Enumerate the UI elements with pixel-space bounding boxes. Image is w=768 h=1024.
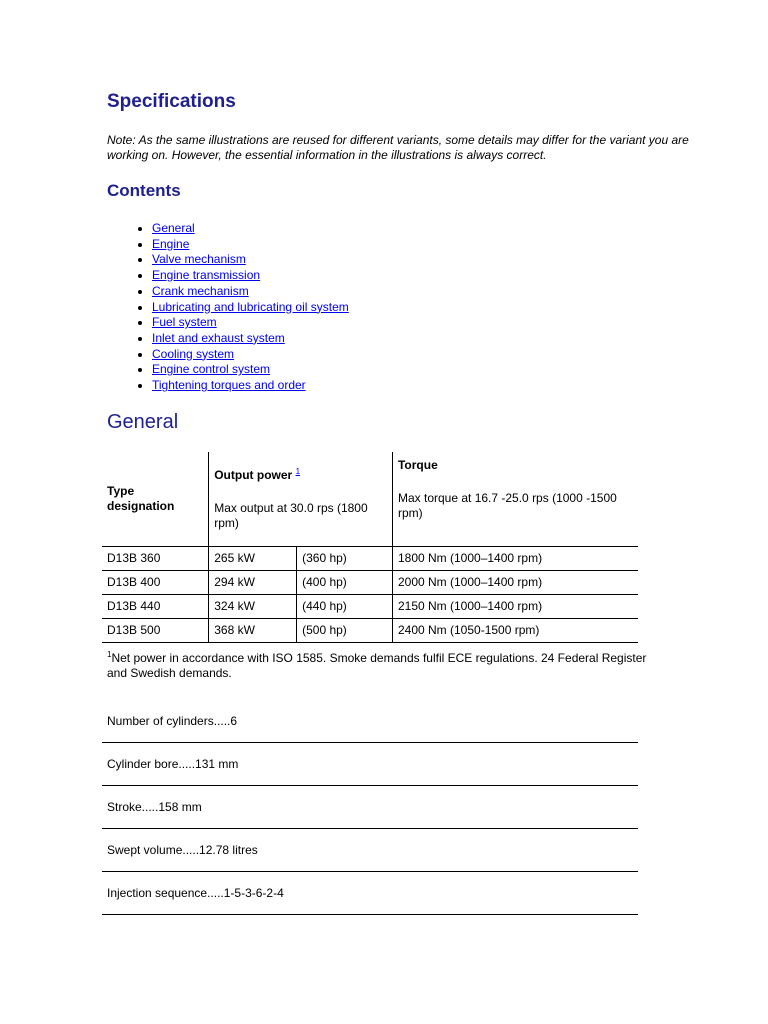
toc-link-engine[interactable]: Engine	[152, 236, 190, 251]
header-type: Type designation	[107, 484, 175, 513]
list-item	[152, 362, 349, 378]
list-item	[152, 378, 349, 394]
toc-link-tightening-torques[interactable]: Tightening torques and order	[152, 378, 306, 393]
note-text: Note: As the same illustrations are reused for different variants, some details may differ for the variant you are working on. However, the essential information in the illustrations is always correct.	[107, 133, 689, 162]
cell-hp: (440 hp)	[297, 595, 393, 619]
footnote-ref-link[interactable]: 1	[295, 467, 301, 476]
spec-stroke: Stroke.....158 mm	[102, 786, 638, 829]
list-item	[152, 252, 349, 268]
toc-link-fuel-system[interactable]: Fuel system	[152, 315, 217, 330]
contents-list	[134, 221, 349, 394]
list-item	[152, 221, 349, 237]
cell-torque: 2400 Nm (1050-1500 rpm)	[392, 619, 638, 643]
cell-hp: (400 hp)	[297, 571, 393, 595]
toc-link-engine-control[interactable]: Engine control system	[152, 362, 271, 377]
cell-torque: 2150 Nm (1000–1400 rpm)	[392, 595, 638, 619]
cell-type: D13B 500	[102, 619, 209, 643]
toc-link-lubricating[interactable]: Lubricating and lubricating oil system	[152, 299, 349, 314]
cell-torque: 1800 Nm (1000–1400 rpm)	[392, 547, 638, 571]
cell-kw: 324 kW	[209, 595, 297, 619]
header-torque: Torque	[397, 458, 438, 472]
toc-link-inlet-exhaust[interactable]: Inlet and exhaust system	[152, 330, 285, 345]
cell-torque: 2000 Nm (1000–1400 rpm)	[392, 571, 638, 595]
table-row	[102, 547, 638, 571]
header-type-cell	[102, 452, 209, 547]
list-item	[152, 347, 349, 363]
list-item	[152, 300, 349, 316]
spec-cylinders: Number of cylinders.....6	[102, 700, 638, 743]
spec-list	[102, 700, 638, 915]
header-output-sub: Max output at 30.0 rps (1800 rpm)	[214, 501, 368, 530]
cell-kw: 368 kW	[209, 619, 297, 643]
general-heading: General	[107, 411, 179, 433]
cell-kw: 294 kW	[209, 571, 297, 595]
cell-hp: (360 hp)	[297, 547, 393, 571]
toc-link-valve-mechanism[interactable]: Valve mechanism	[152, 252, 246, 267]
footnote-text: Net power in accordance with ISO 1585. Smoke demands fulfil ECE regulations. 24 Federal Register and Swedish demands.	[107, 651, 647, 680]
table-row	[102, 571, 638, 595]
header-output: Output power	[214, 468, 293, 482]
spec-swept-volume: Swept volume.....12.78 litres	[102, 829, 638, 872]
footnote	[107, 651, 667, 681]
cell-type: D13B 360	[102, 547, 209, 571]
cell-type: D13B 440	[102, 595, 209, 619]
header-torque-sub: Max torque at 16.7 -25.0 rps (1000 -1500 rpm)	[397, 491, 617, 520]
cell-kw: 265 kW	[209, 547, 297, 571]
spec-cylinder-bore: Cylinder bore.....131 mm	[102, 743, 638, 786]
toc-link-engine-transmission[interactable]: Engine transmission	[152, 268, 261, 283]
toc-link-general[interactable]: General	[152, 221, 195, 235]
footnote-mark: 1	[107, 650, 112, 659]
spec-injection-sequence: Injection sequence.....1-5-3-6-2-4	[102, 872, 638, 915]
table-row	[102, 619, 638, 643]
table-header-row	[102, 452, 638, 547]
contents-heading: Contents	[107, 181, 181, 200]
header-torque-cell	[392, 452, 638, 547]
list-item	[152, 315, 349, 331]
header-output-cell	[209, 452, 393, 547]
list-item	[152, 284, 349, 300]
list-item	[152, 331, 349, 347]
table-row	[102, 595, 638, 619]
output-table	[102, 452, 638, 643]
list-item	[152, 237, 349, 253]
cell-type: D13B 400	[102, 571, 209, 595]
toc-link-crank-mechanism[interactable]: Crank mechanism	[152, 283, 249, 298]
page-title: Specifications	[107, 91, 236, 112]
list-item	[152, 268, 349, 284]
cell-hp: (500 hp)	[297, 619, 393, 643]
toc-link-cooling-system[interactable]: Cooling system	[152, 346, 235, 361]
